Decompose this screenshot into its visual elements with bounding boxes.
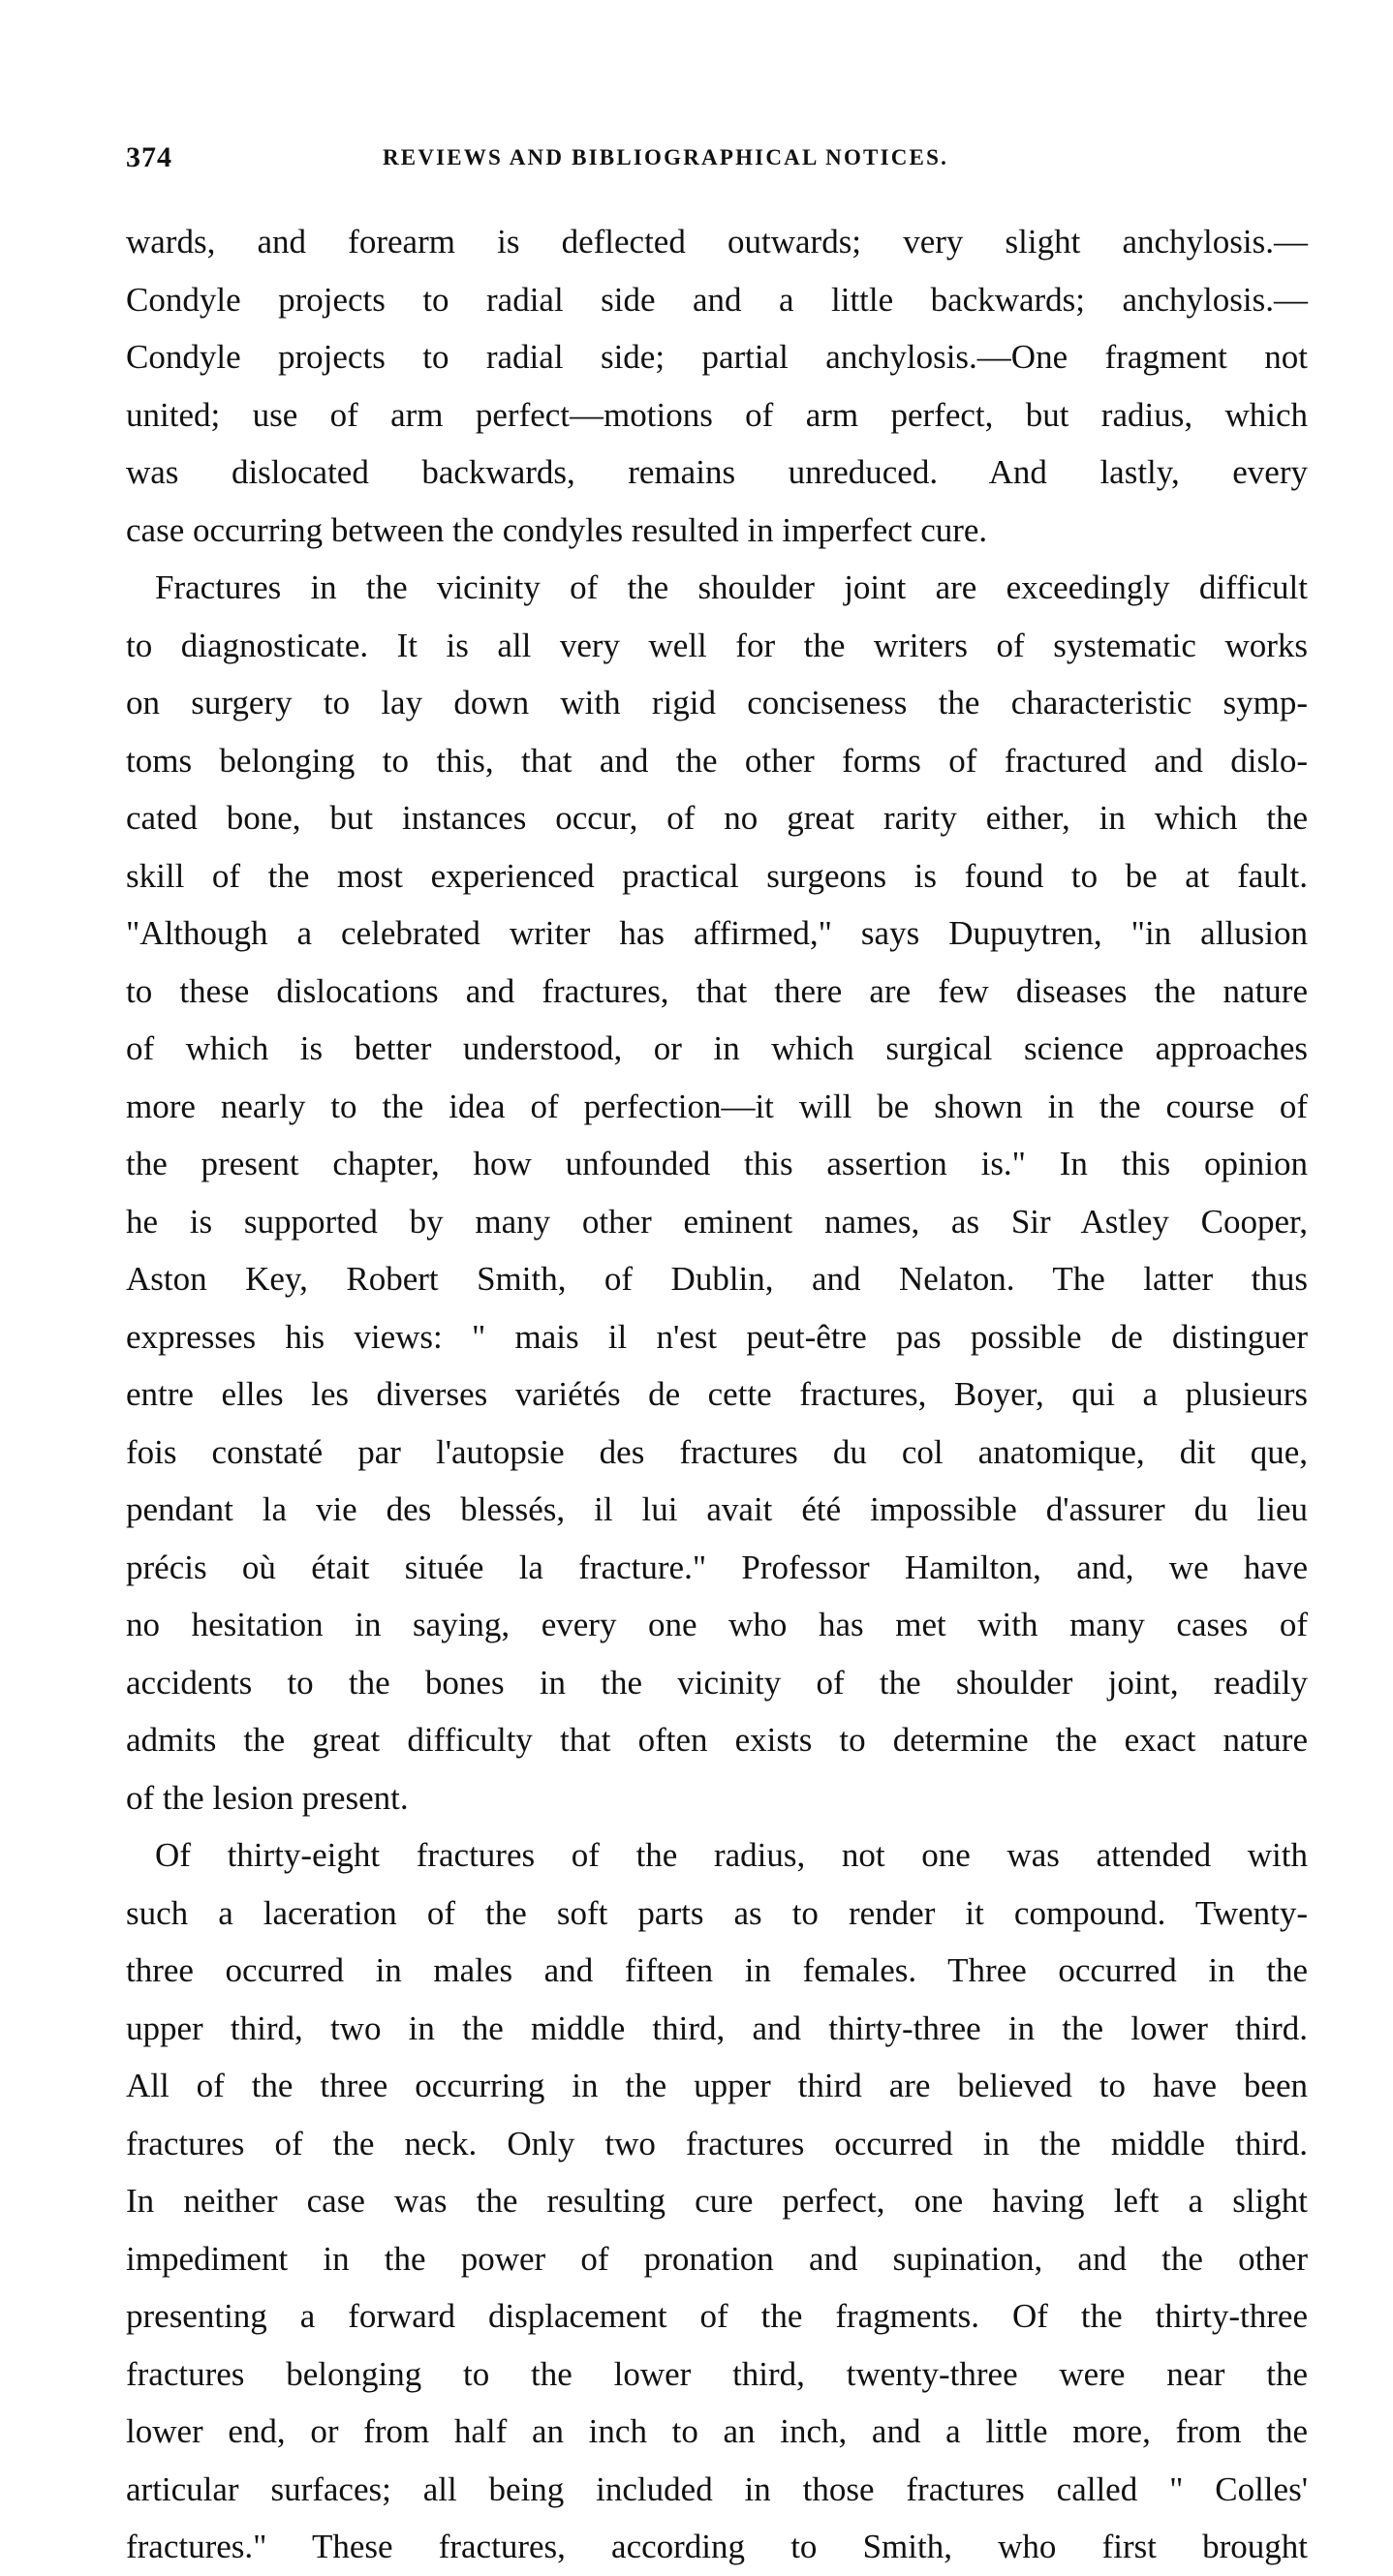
text-line: such a laceration of the soft parts as to render it compound. Twenty- <box>126 1893 1308 1932</box>
text-line: All of the three occurring in the upper third are believed to have been <box>126 2067 1308 2104</box>
text-line: was dislocated backwards, remains unreduced. And lastly, every <box>126 453 1308 491</box>
text-line: Of thirty-eight fractures of the radius, not one was attended with <box>155 1836 1308 1874</box>
text-line: upper third, two in the middle third, and thirty-three in the lower third. <box>126 2009 1308 2047</box>
text-line: fractures of the neck. Only two fractures occurred in the middle third. <box>126 2124 1308 2162</box>
text-line: the present chapter, how unfounded this assertion is." In this opinion <box>126 1145 1308 1182</box>
text-line: more nearly to the idea of perfection—it will be shown in the course of <box>126 1087 1308 1125</box>
text-line: fois constaté par l'autopsie des fractures du col anatomique, dit que, <box>126 1432 1308 1471</box>
text-line: toms belonging to this, that and the other forms of fractured and dislo- <box>126 741 1308 780</box>
text-line: Fractures in the vicinity of the shoulder joint are exceedingly difficult <box>155 568 1308 606</box>
text-line: united; use of arm perfect—motions of arm perfect, but radius, which <box>126 395 1308 434</box>
text-line: accidents to the bones in the vicinity of the shoulder joint, readily <box>126 1663 1308 1702</box>
text-line: Condyle projects to radial side and a little backwards; anchylosis.— <box>126 280 1308 319</box>
running-head <box>126 128 1308 186</box>
text-line: of which is better understood, or in which surgical science approaches <box>126 1029 1308 1067</box>
text-line: expresses his views: " mais il n'est peut-être pas possible de distinguer <box>126 1317 1308 1356</box>
text-line: In neither case was the resulting cure perfect, one having left a slight <box>126 2182 1308 2220</box>
text-line: on surgery to lay down with rigid conciseness the characteristic symp- <box>126 684 1308 721</box>
text-line: entre elles les diverses variétés de cette fractures, Boyer, qui a plusieurs <box>126 1375 1308 1413</box>
text-line: pendant la vie des blessés, il lui avait été impossible d'assurer du lieu <box>126 1490 1308 1528</box>
paragraph-2 <box>126 559 1308 1826</box>
text-line: Aston Key, Robert Smith, of Dublin, and Nelaton. The latter thus <box>126 1260 1308 1298</box>
text-line: précis où était située la fracture." Professor Hamilton, and, we have <box>126 1548 1308 1586</box>
text-line: cated bone, but instances occur, of no great rarity either, in which the <box>126 799 1308 837</box>
text-line: "Although a celebrated writer has affirmed," says Dupuytren, "in allusion <box>126 914 1308 952</box>
text-line: of the lesion present. <box>126 1778 409 1817</box>
running-title: REVIEWS AND BIBLIOGRAPHICAL NOTICES. <box>383 145 949 169</box>
text-line: skill of the most experienced practical surgeons is found to be at fault. <box>126 856 1308 895</box>
text-line: fractures." These fractures, according to Smith, who first brought <box>126 2528 1308 2565</box>
text-line: case occurring between the condyles resulted in imperfect cure. <box>126 510 988 549</box>
text-line: he is supported by many other eminent names, as Sir Astley Cooper, <box>126 1202 1308 1241</box>
text-line: fractures belonging to the lower third, twenty-three were near the <box>126 2354 1308 2393</box>
text-line: articular surfaces; all being included in those fractures called " Colles' <box>126 2469 1308 2508</box>
book-page <box>126 128 1308 2565</box>
paragraph-3 <box>126 1826 1308 2576</box>
text-line: to diagnosticate. It is all very well for the writers of systematic works <box>126 626 1308 664</box>
text-line: three occurred in males and fifteen in females. Three occurred in the <box>126 1951 1308 1989</box>
text-line: impediment in the power of pronation and supination, and the other <box>126 2239 1308 2278</box>
text-line: admits the great difficulty that often exists to determine the exact nature <box>126 1721 1308 1759</box>
text-line: Condyle projects to radial side; partial anchylosis.—One fragment not <box>126 338 1308 376</box>
paragraph-1 <box>126 213 1308 559</box>
text-line: lower end, or from half an inch to an inch, and a little more, from the <box>126 2412 1308 2450</box>
page-number: 374 <box>126 141 172 173</box>
text-line: wards, and forearm is deflected outwards; very slight anchylosis.— <box>126 223 1308 261</box>
text-line: to these dislocations and fractures, that there are few diseases the nature <box>126 971 1308 1010</box>
body-text <box>126 213 1308 2576</box>
text-line: presenting a forward displacement of the fragments. Of the thirty-three <box>126 2297 1308 2335</box>
text-line: no hesitation in saying, every one who has met with many cases of <box>126 1606 1308 1643</box>
